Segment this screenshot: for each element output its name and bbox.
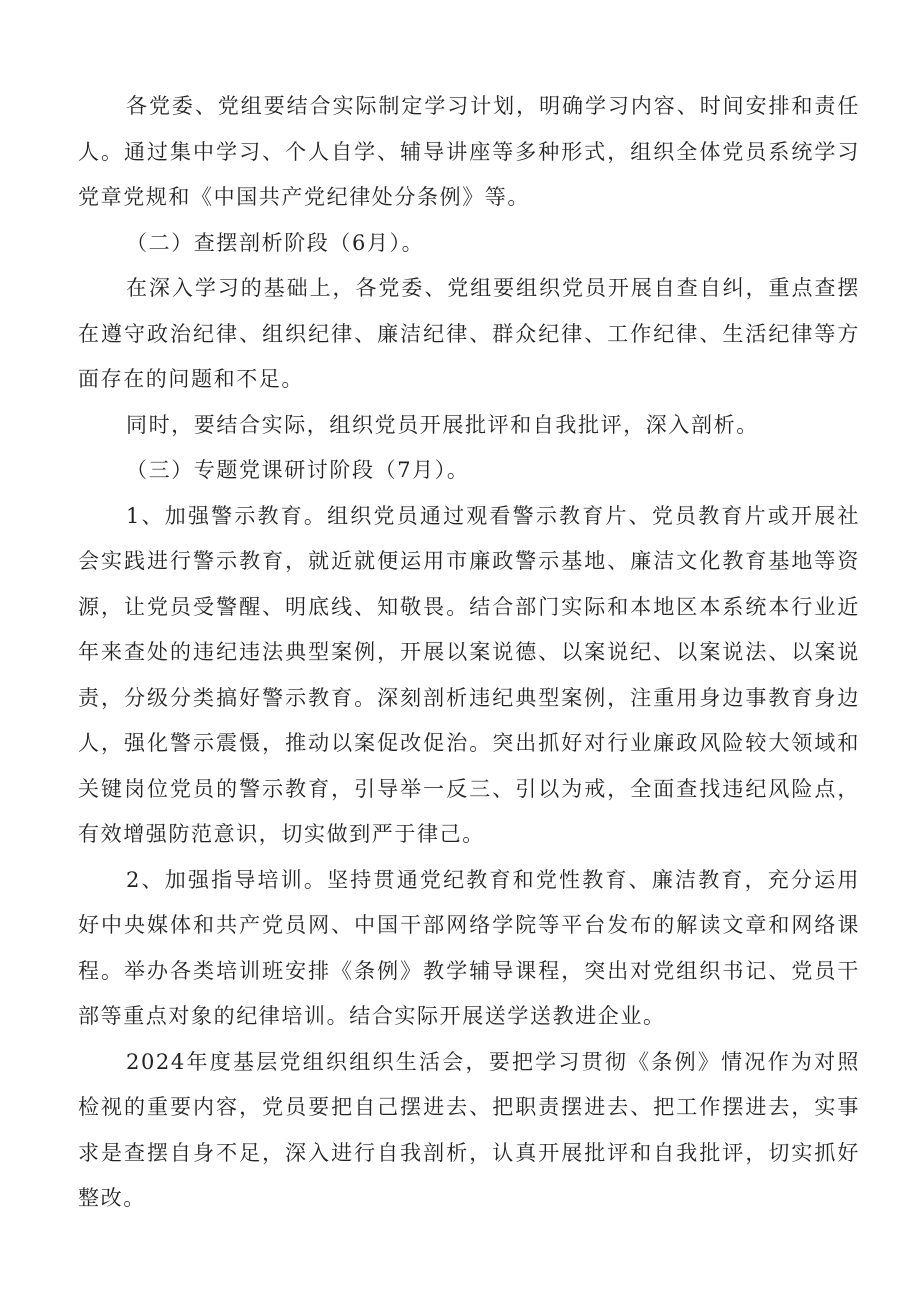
section-heading-review-stage: （二）查摆剖析阶段（6月）。: [126, 230, 425, 255]
paragraph-organizational-life-meeting: 2024年度基层党组织组织生活会，要把学习贯彻《条例》情况作为对照检视的重要内容，党员要把自己摆进去、把职责摆进去、把工作摆进去，实事求是查摆自身不足，深入进行自我剖析，认真开展批评和自我批评，切实抓好整改。: [78, 1049, 860, 1210]
document-body: [78, 84, 860, 1222]
paragraph-guidance-training: 2、加强指导培训。坚持贯通党纪教育和党性教育、廉洁教育，充分运用好中央媒体和共产党员网、中国干部网络学院等平台发布的解读文章和网络课程。举办各类培训班安排《条例》教学辅导课程，突出对党组织书记、党员干部等重点对象的纪律培训。结合实际开展送学送教进企业。: [78, 867, 860, 1028]
paragraph-self-inspection: 在深入学习的基础上，各党委、党组要组织党员开展自查自纠，重点查摆在遵守政治纪律、组织纪律、廉洁纪律、群众纪律、工作纪律、生活纪律等方面存在的问题和不足。: [78, 276, 860, 391]
section-heading-party-lecture-stage: （三）专题党课研讨阶段（7月）。: [126, 458, 470, 482]
paragraph-warning-education: 1、加强警示教育。组织党员通过观看警示教育片、党员教育片或开展社会实践进行警示教育，就近就便运用市廉政警示基地、廉洁文化教育基地等资源，让党员受警醒、明底线、知敬畏。结合部门实际和本地区本系统本行业近年来查处的违纪违法典型案例，开展以案说德、以案说纪、以案说法、以案说责，分级分类搞好警示教育。深刻剖析违纪典型案例，注重用身边事教育身边人，强化警示震慑，推动以案促改促治。突出抓好对行业廉政风险较大领域和关键岗位党员的警示教育，引导举一反三、引以为戒，全面查找违纪风险点，有效增强防范意识，切实做到严于律己。: [78, 503, 860, 846]
paragraph-study-plan: 各党委、党组要结合实际制定学习计划，明确学习内容、时间安排和责任人。通过集中学习、个人自学、辅导讲座等多种形式，组织全体党员系统学习党章党规和《中国共产党纪律处分条例》等。: [78, 94, 860, 209]
paragraph-criticism: 同时，要结合实际，组织党员开展批评和自我批评，深入剖析。: [126, 412, 759, 437]
